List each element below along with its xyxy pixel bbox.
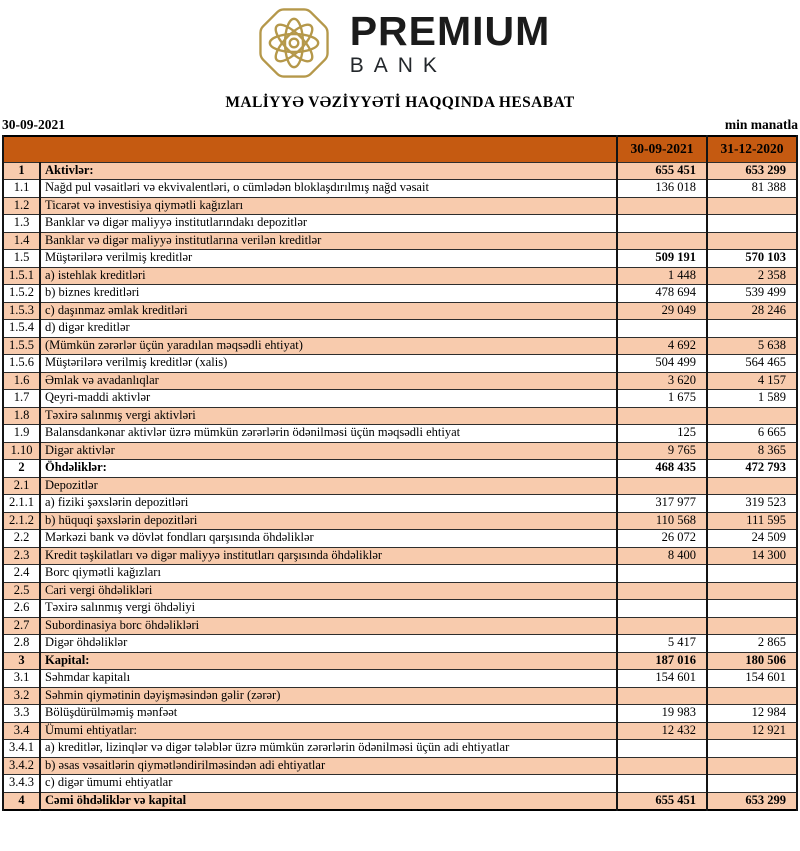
row-value-current: [617, 775, 707, 793]
row-number: 2.3: [3, 547, 40, 565]
table-row: [3, 180, 797, 198]
row-label: Müştərilərə verilmiş kreditlər (xalis): [40, 355, 617, 373]
row-value-prior: 6 665: [707, 425, 797, 443]
row-number: 1.5.2: [3, 285, 40, 303]
row-value-prior: [707, 740, 797, 758]
table-header-row: [3, 136, 797, 162]
row-value-current: 9 765: [617, 442, 707, 460]
row-label: Banklar və digər maliyyə institutlarına verilən kreditlər: [40, 232, 617, 250]
row-value-current: 3 620: [617, 372, 707, 390]
row-value-current: [617, 215, 707, 233]
row-value-current: 12 432: [617, 722, 707, 740]
row-value-prior: [707, 320, 797, 338]
row-value-prior: 111 595: [707, 512, 797, 530]
row-number: 2.7: [3, 617, 40, 635]
row-value-current: 478 694: [617, 285, 707, 303]
row-value-current: 8 400: [617, 547, 707, 565]
row-value-current: [617, 582, 707, 600]
row-value-prior: 539 499: [707, 285, 797, 303]
row-value-current: [617, 617, 707, 635]
table-row: [3, 547, 797, 565]
table-row: [3, 495, 797, 513]
table-row: [3, 162, 797, 180]
row-number: 2.1.1: [3, 495, 40, 513]
table-row: [3, 775, 797, 793]
knot-emblem-icon: [250, 4, 338, 82]
row-label: Ümumi ehtiyatlar:: [40, 722, 617, 740]
row-value-current: 187 016: [617, 652, 707, 670]
table-row: [3, 565, 797, 583]
row-label: a) kreditlər, lizinqlər və digər tələblər üzrə mümkün zərərlərin ödənilməsi üçün adi ehtiyatlar: [40, 740, 617, 758]
row-label: Nağd pul vəsaitləri və ekvivalentləri, o cümlədən bloklaşdırılmış nağd vəsait: [40, 180, 617, 198]
row-label: Səhmdar kapitalı: [40, 670, 617, 688]
row-label: b) hüquqi şəxslərin depozitləri: [40, 512, 617, 530]
row-label: a) istehlak kreditləri: [40, 267, 617, 285]
row-value-current: 110 568: [617, 512, 707, 530]
report-date: 30-09-2021: [2, 117, 65, 132]
row-value-prior: [707, 757, 797, 775]
row-number: 3.1: [3, 670, 40, 688]
report-meta: [0, 117, 800, 133]
row-value-prior: 653 299: [707, 792, 797, 810]
row-number: 1.7: [3, 390, 40, 408]
row-number: 1.5: [3, 250, 40, 268]
row-value-current: 504 499: [617, 355, 707, 373]
row-number: 1: [3, 162, 40, 180]
row-label: Əmlak və avadanlıqlar: [40, 372, 617, 390]
row-value-current: 19 983: [617, 705, 707, 723]
row-value-prior: [707, 407, 797, 425]
row-number: 1.5.5: [3, 337, 40, 355]
table-row: [3, 285, 797, 303]
row-value-prior: 154 601: [707, 670, 797, 688]
row-value-current: 136 018: [617, 180, 707, 198]
table-body: [3, 162, 797, 810]
row-number: 1.5.3: [3, 302, 40, 320]
row-value-prior: [707, 215, 797, 233]
table-row: [3, 302, 797, 320]
row-number: 1.8: [3, 407, 40, 425]
row-number: 2.5: [3, 582, 40, 600]
row-number: 2.2: [3, 530, 40, 548]
row-number: 3.4: [3, 722, 40, 740]
row-value-current: [617, 565, 707, 583]
row-value-prior: 1 589: [707, 390, 797, 408]
row-value-prior: 8 365: [707, 442, 797, 460]
row-value-current: [617, 600, 707, 618]
row-value-prior: [707, 600, 797, 618]
row-number: 1.5.4: [3, 320, 40, 338]
row-label: Balansdankənar aktivlər üzrə mümkün zərərlərin ödənilməsi üçün məqsədli ehtiyat: [40, 425, 617, 443]
row-label: Təxirə salınmış vergi öhdəliyi: [40, 600, 617, 618]
row-value-current: 29 049: [617, 302, 707, 320]
row-number: 2.4: [3, 565, 40, 583]
row-number: 3.4.3: [3, 775, 40, 793]
table-row: [3, 337, 797, 355]
row-number: 1.3: [3, 215, 40, 233]
row-label: Cari vergi öhdəlikləri: [40, 582, 617, 600]
bank-logo: [0, 2, 800, 84]
row-value-current: [617, 407, 707, 425]
row-value-prior: [707, 775, 797, 793]
row-label: (Mümkün zərərlər üçün yaradılan məqsədli ehtiyat): [40, 337, 617, 355]
row-label: Bölüşdürülməmiş mənfəət: [40, 705, 617, 723]
column-header-current: 30-09-2021: [617, 136, 707, 162]
row-label: Aktivlər:: [40, 162, 617, 180]
row-value-prior: 570 103: [707, 250, 797, 268]
row-value-prior: [707, 477, 797, 495]
row-value-current: 509 191: [617, 250, 707, 268]
row-label: Kapital:: [40, 652, 617, 670]
row-number: 1.10: [3, 442, 40, 460]
report-table: [2, 135, 798, 811]
table-row: [3, 512, 797, 530]
brand-name: PREMIUM: [349, 7, 551, 54]
table-row: [3, 687, 797, 705]
column-header-prior: 31-12-2020: [707, 136, 797, 162]
row-label: Subordinasiya borc öhdəlikləri: [40, 617, 617, 635]
row-value-prior: [707, 617, 797, 635]
row-value-current: 154 601: [617, 670, 707, 688]
row-number: 3.2: [3, 687, 40, 705]
table-row: [3, 705, 797, 723]
row-label: Digər aktivlər: [40, 442, 617, 460]
table-row: [3, 372, 797, 390]
row-number: 2.1.2: [3, 512, 40, 530]
row-value-prior: [707, 687, 797, 705]
table-row: [3, 407, 797, 425]
table-row: [3, 215, 797, 233]
row-value-prior: 12 921: [707, 722, 797, 740]
row-label: c) digər ümumi ehtiyatlar: [40, 775, 617, 793]
row-value-prior: 472 793: [707, 460, 797, 478]
row-value-current: 4 692: [617, 337, 707, 355]
row-value-prior: 2 865: [707, 635, 797, 653]
row-value-current: [617, 320, 707, 338]
table-row: [3, 582, 797, 600]
row-label: Mərkəzi bank və dövlət fondları qarşısında öhdəliklər: [40, 530, 617, 548]
row-label: Səhmin qiymətinin dəyişməsindən gəlir (zərər): [40, 687, 617, 705]
report-title: MALİYYƏ VƏZİYYƏTİ HAQQINDA HESABAT: [225, 94, 575, 111]
row-value-prior: [707, 197, 797, 215]
table-row: [3, 670, 797, 688]
row-number: 2.1: [3, 477, 40, 495]
row-number: 1.5.6: [3, 355, 40, 373]
row-label: b) əsas vəsaitlərin qiymətləndirilməsindən adi ehtiyatlar: [40, 757, 617, 775]
table-row: [3, 617, 797, 635]
row-value-current: [617, 232, 707, 250]
row-label: b) biznes kreditləri: [40, 285, 617, 303]
table-row: [3, 792, 797, 810]
row-number: 1.6: [3, 372, 40, 390]
row-label: Öhdəliklər:: [40, 460, 617, 478]
row-value-current: [617, 477, 707, 495]
unit-label: min manatla: [724, 117, 798, 132]
row-label: Qeyri-maddi aktivlər: [40, 390, 617, 408]
row-value-current: [617, 757, 707, 775]
row-number: 4: [3, 792, 40, 810]
row-value-current: 125: [617, 425, 707, 443]
table-row: [3, 267, 797, 285]
row-number: 3.4.2: [3, 757, 40, 775]
row-value-current: 468 435: [617, 460, 707, 478]
row-label: Təxirə salınmış vergi aktivləri: [40, 407, 617, 425]
row-value-prior: 180 506: [707, 652, 797, 670]
row-label: Kredit təşkilatları və digər maliyyə institutları qarşısında öhdəliklər: [40, 547, 617, 565]
table-row: [3, 600, 797, 618]
row-label: Müştərilərə verilmiş kreditlər: [40, 250, 617, 268]
table-row: [3, 477, 797, 495]
row-value-current: 655 451: [617, 162, 707, 180]
row-label: d) digər kreditlər: [40, 320, 617, 338]
row-value-current: 26 072: [617, 530, 707, 548]
row-number: 2.6: [3, 600, 40, 618]
row-value-current: [617, 197, 707, 215]
row-value-prior: 28 246: [707, 302, 797, 320]
table-row: [3, 635, 797, 653]
row-value-current: 655 451: [617, 792, 707, 810]
row-number: 1.1: [3, 180, 40, 198]
row-label: Cəmi öhdəliklər və kapital: [40, 792, 617, 810]
row-label: Banklar və digər maliyyə institutlarındakı depozitlər: [40, 215, 617, 233]
table-row: [3, 652, 797, 670]
row-value-current: 5 417: [617, 635, 707, 653]
row-number: 1.5.1: [3, 267, 40, 285]
table-row: [3, 425, 797, 443]
row-value-prior: 81 388: [707, 180, 797, 198]
table-row: [3, 722, 797, 740]
table-row: [3, 232, 797, 250]
row-label: Borc qiymətli kağızları: [40, 565, 617, 583]
row-value-prior: 12 984: [707, 705, 797, 723]
table-row: [3, 355, 797, 373]
table-row: [3, 320, 797, 338]
row-value-prior: 2 358: [707, 267, 797, 285]
row-value-current: 1 448: [617, 267, 707, 285]
row-value-current: [617, 740, 707, 758]
row-number: 3.4.1: [3, 740, 40, 758]
table-row: [3, 390, 797, 408]
row-number: 1.2: [3, 197, 40, 215]
row-number: 3.3: [3, 705, 40, 723]
table-row: [3, 530, 797, 548]
bank-logo-text: [349, 7, 551, 77]
row-value-prior: [707, 582, 797, 600]
row-number: 3: [3, 652, 40, 670]
row-number: 2.8: [3, 635, 40, 653]
table-row: [3, 740, 797, 758]
row-value-current: 317 977: [617, 495, 707, 513]
row-number: 2: [3, 460, 40, 478]
table-row: [3, 442, 797, 460]
row-value-prior: [707, 565, 797, 583]
row-label: c) daşınmaz əmlak kreditləri: [40, 302, 617, 320]
row-label: Ticarət və investisiya qiymətli kağızları: [40, 197, 617, 215]
row-label: Digər öhdəliklər: [40, 635, 617, 653]
row-value-prior: 14 300: [707, 547, 797, 565]
row-label: a) fiziki şəxslərin depozitləri: [40, 495, 617, 513]
row-label: Depozitlər: [40, 477, 617, 495]
header-empty-cell: [3, 136, 617, 162]
row-value-current: 1 675: [617, 390, 707, 408]
row-value-current: [617, 687, 707, 705]
row-value-prior: [707, 232, 797, 250]
table-row: [3, 460, 797, 478]
row-number: 1.4: [3, 232, 40, 250]
row-value-prior: 564 465: [707, 355, 797, 373]
table-row: [3, 250, 797, 268]
row-value-prior: 4 157: [707, 372, 797, 390]
table-row: [3, 757, 797, 775]
brand-subname: BANK: [349, 53, 447, 77]
table-row: [3, 197, 797, 215]
row-value-prior: 24 509: [707, 530, 797, 548]
row-number: 1.9: [3, 425, 40, 443]
row-value-prior: 653 299: [707, 162, 797, 180]
row-value-prior: 5 638: [707, 337, 797, 355]
row-value-prior: 319 523: [707, 495, 797, 513]
